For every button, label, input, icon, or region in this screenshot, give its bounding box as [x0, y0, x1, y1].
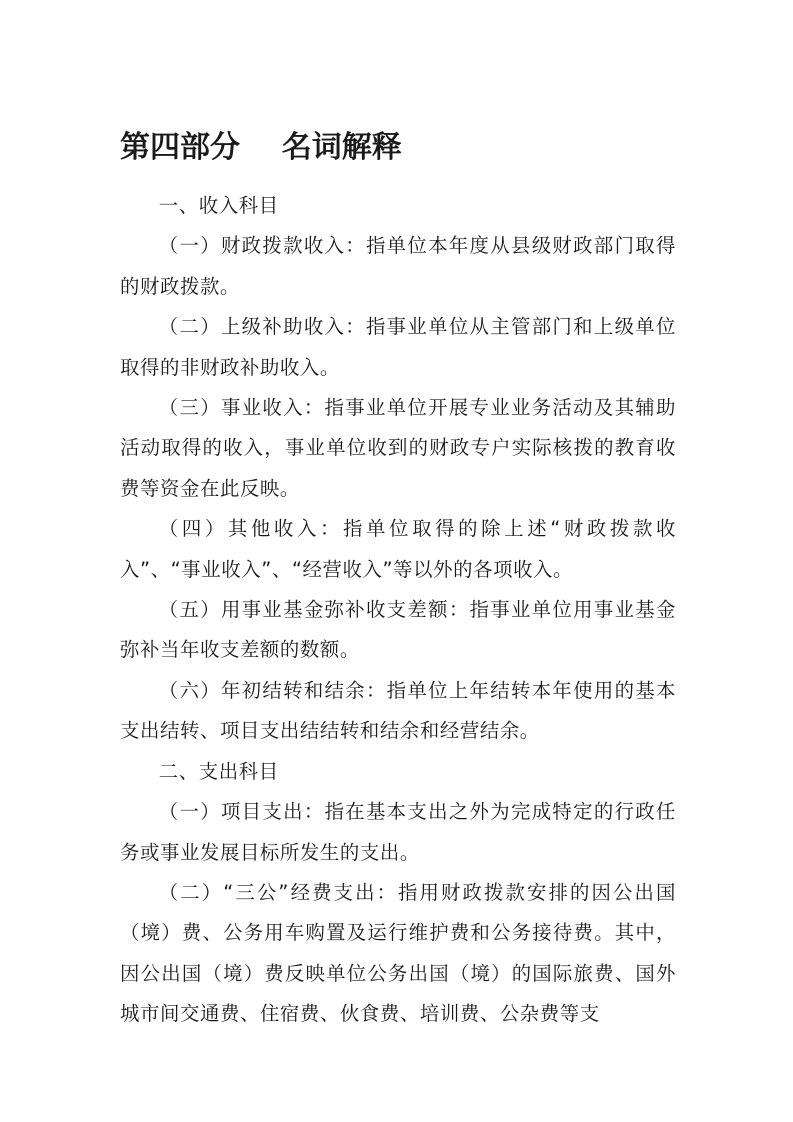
paragraph-other-income: （四）其他收入：指单位取得的除上述“财政拨款收入”、“事业收入”、“经营收入”等以外的各项收入。 — [120, 517, 676, 581]
paragraph-carryover-balance: （六）年初结转和结余：指单位上年结转本年使用的基本支出结转、项目支出结结转和结余和经营结余。 — [120, 678, 676, 743]
paragraph-superior-subsidy-income: （二）上级补助收入：指事业单位从主管部门和上级单位取得的非财政补助收入。 — [120, 315, 676, 379]
paragraph-business-income: （三）事业收入：指事业单位开展专业业务活动及其辅助活动取得的收入，事业单位收到的财政专户实际核拨的教育收费等资金在此反映。 — [120, 396, 676, 500]
paragraph-business-fund-offset: （五）用事业基金弥补收支差额：指事业单位用事业基金弥补当年收支差额的数额。 — [120, 598, 676, 662]
section-heading-income: 一、收入科目 — [158, 194, 279, 217]
paragraph-project-expenditure: （一）项目支出：指在基本支出之外为完成特定的行政任务或事业发展目标所发生的支出。 — [120, 800, 676, 864]
paragraph-fiscal-appropriation-income: （一）财政拨款收入：指单位本年度从县级财政部门取得的财政拨款。 — [120, 234, 676, 298]
page-title: 第四部分 名词解释 — [120, 130, 402, 165]
document-body — [120, 186, 676, 1035]
paragraph-three-public-expenditure: （二）“三公”经费支出：指用财政拨款安排的因公出国（境）费、公务用车购置及运行维护费和公务接待费。其中，因公出国（境）费反映单位公务出国（境）的国际旅费、国外城市间交通费、住宿费、伙食费、培训费、公杂费等支 — [120, 880, 676, 1026]
section-heading-expenditure: 二、支出科目 — [158, 759, 279, 783]
